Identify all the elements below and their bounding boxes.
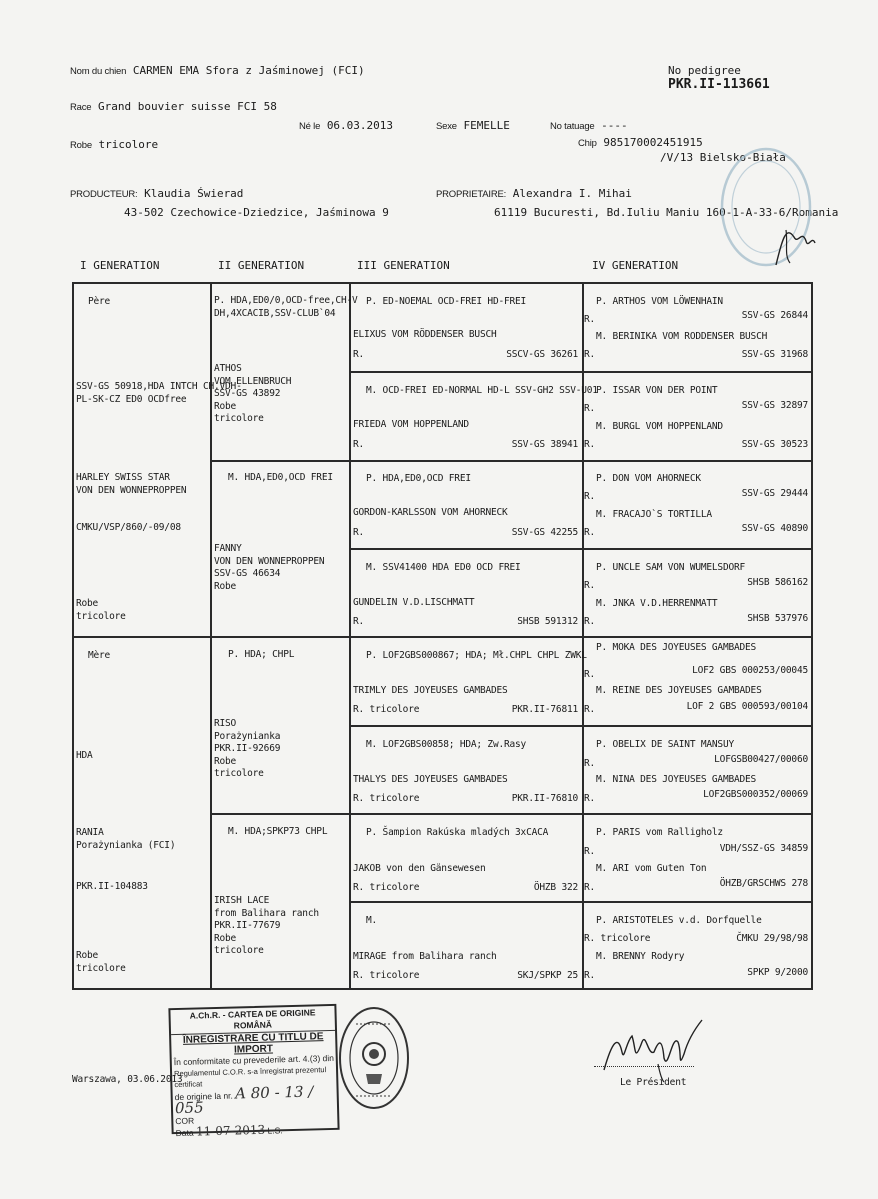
gen3-name: FRIEDA VOM HOPPENLAND bbox=[353, 419, 469, 430]
gen3-coat: R. tricolore bbox=[353, 970, 420, 981]
coat-field bbox=[70, 138, 158, 152]
gen3-registration: SSV-GS 38941 bbox=[511, 439, 578, 450]
dam-titles: HDA bbox=[76, 750, 93, 761]
gen3-registration: SKJ/SPKP 25 bbox=[517, 970, 578, 981]
gen4-dam-coat: R. bbox=[584, 970, 596, 981]
dam-label: Mère bbox=[88, 650, 111, 661]
gen4-sire-registration: SHSB 586162 bbox=[747, 577, 808, 588]
gen3-titles: M. bbox=[366, 915, 378, 926]
dog-name-label: Nom du chien bbox=[70, 66, 127, 77]
gen4-dam: M. NINA DES JOYEUSES GAMBADES bbox=[596, 774, 757, 785]
gen4-dam-coat: R. bbox=[584, 793, 596, 804]
chip-field bbox=[578, 136, 703, 150]
sire-registration: CMKU/VSP/860/-09/08 bbox=[76, 522, 181, 533]
gen3-coat: R. bbox=[353, 527, 365, 538]
sire-name: HARLEY SWISS STAR VON DEN WONNEPROPPEN bbox=[76, 472, 187, 496]
gen3-registration: SSCV-GS 36261 bbox=[506, 349, 578, 360]
gen3-titles: P. HDA,ED0,OCD FREI bbox=[366, 473, 471, 484]
gen4-dam-coat: R. bbox=[584, 349, 596, 360]
gen4-dam-coat: R. bbox=[584, 616, 596, 627]
gen2-dam1-titles: M. HDA,ED0,OCD FREI bbox=[228, 472, 333, 483]
gen4-dam: M. BERINIKA VOM RODDENSER BUSCH bbox=[596, 331, 768, 342]
gen4-sire-coat: R. bbox=[584, 758, 596, 769]
stamp-text: de origine la nr. bbox=[174, 1090, 233, 1103]
breed-label: Race bbox=[70, 102, 92, 113]
gen4-sire-registration: LOFGSB00427/00060 bbox=[714, 754, 808, 765]
gen4-sire-registration: ČMKU 29/98/98 bbox=[736, 933, 808, 944]
gen4-dam: M. FRACAJO`S TORTILLA bbox=[596, 509, 712, 520]
gen4-dam-registration: SSV-GS 30523 bbox=[741, 439, 808, 450]
coat-value: tricolore bbox=[98, 138, 159, 151]
gen2-dam2-titles: M. HDA;SPKP73 CHPL bbox=[228, 826, 328, 837]
gen4-dam-coat: R. bbox=[584, 882, 596, 893]
gen4-sire-coat: R. bbox=[584, 669, 596, 680]
stamp-date: 11-07-2013 bbox=[195, 1122, 266, 1139]
gen3-name: GUNDELIN V.D.LISCHMATT bbox=[353, 597, 475, 608]
gen4-dam-registration: SSV-GS 40890 bbox=[741, 523, 808, 534]
gen4-header: IV GENERATION bbox=[592, 259, 679, 272]
gen3-titles: P. Šampion Rakúska mladých 3xCACA bbox=[366, 827, 549, 838]
gen4-dam-coat: R. bbox=[584, 439, 596, 450]
gen2-header: II GENERATION bbox=[218, 259, 305, 272]
gen3-coat: R. tricolore bbox=[353, 882, 420, 893]
gen4-sire-coat: R. bbox=[584, 580, 596, 591]
owner-field bbox=[436, 187, 632, 201]
breed-value: Grand bouvier suisse FCI 58 bbox=[98, 100, 277, 113]
gen4-dam-coat: R. bbox=[584, 704, 596, 715]
gen2-dam1-details: FANNY VON DEN WONNEPROPPEN SSV-GS 46634 Robe bbox=[214, 543, 325, 592]
gen3-coat: R. tricolore bbox=[353, 793, 420, 804]
owner-label: PROPRIETAIRE: bbox=[436, 189, 507, 200]
gen4-sire: P. ARTHOS VOM LÖWENHAIN bbox=[596, 296, 723, 307]
breeder-field bbox=[70, 187, 243, 201]
sire-label: Père bbox=[88, 296, 111, 307]
place-date: Warszawa, 03.06.2013 bbox=[72, 1074, 183, 1085]
gen3-name: ELIXUS VOM RÖDDENSER BUSCH bbox=[353, 329, 497, 340]
gen4-dam: M. REINE DES JOYEUSES GAMBADES bbox=[596, 685, 762, 696]
gen4-dam: M. ARI vom Guten Ton bbox=[596, 863, 707, 874]
stamp-text: Regulamentul C.O.R. s-a înregistrat prezentul certificat bbox=[173, 1065, 327, 1090]
gen4-sire-registration: VDH/SSZ-GS 34859 bbox=[719, 843, 808, 854]
gen3-registration: PKR.II-76810 bbox=[511, 793, 578, 804]
breed-field bbox=[70, 100, 277, 114]
gen4-sire: P. PARIS vom Ralligholz bbox=[596, 827, 723, 838]
dog-name-field bbox=[70, 64, 365, 78]
gen3-coat: R. bbox=[353, 349, 365, 360]
gen3-titles: P. LOF2GBS000867; HDA; Mł.CHPL CHPL ZWKL bbox=[366, 650, 587, 661]
sex-label: Sexe bbox=[436, 121, 457, 132]
gen4-dam-registration: SHSB 537976 bbox=[747, 613, 808, 624]
gen3-titles: M. SSV41400 HDA ED0 OCD FREI bbox=[366, 562, 521, 573]
gen4-sire-coat: R. bbox=[584, 403, 596, 414]
gen4-sire-registration: SSV-GS 29444 bbox=[741, 488, 808, 499]
owner-name: Alexandra I. Mihai bbox=[512, 187, 632, 200]
pedigree-label: No pedigree bbox=[668, 64, 741, 77]
gen4-sire: P. UNCLE SAM VON WUMELSDORF bbox=[596, 562, 746, 573]
pedigree-number: PKR.II-113661 bbox=[668, 77, 770, 92]
gen4-sire-coat: R. bbox=[584, 491, 596, 502]
gen3-name: GORDON-KARLSSON VOM AHORNECK bbox=[353, 507, 508, 518]
gen3-titles: P. ED-NOEMAL OCD-FREI HD-FREI bbox=[366, 296, 527, 307]
birth-date-value: 06.03.2013 bbox=[326, 119, 394, 132]
sex-value: FEMELLE bbox=[463, 119, 510, 132]
gen4-sire-registration: SSV-GS 26844 bbox=[741, 310, 808, 321]
gen4-sire: P. DON VOM AHORNECK bbox=[596, 473, 701, 484]
gen4-dam-registration: LOF2GBS000352/00069 bbox=[703, 789, 808, 800]
gen4-sire: P. ARISTOTELES v.d. Dorfquelle bbox=[596, 915, 762, 926]
gen4-dam: M. BRENNY Rodyry bbox=[596, 951, 685, 962]
gen3-name: THALYS DES JOYEUSES GAMBADES bbox=[353, 774, 508, 785]
birth-date-label: Né le bbox=[299, 121, 321, 132]
president-label: Le Président bbox=[620, 1077, 687, 1088]
sex-field bbox=[436, 119, 510, 133]
gen3-coat: R. bbox=[353, 439, 365, 450]
gen4-sire: P. ISSAR VON DER POINT bbox=[596, 385, 718, 396]
gen4-sire: P. OBELIX DE SAINT MANSUY bbox=[596, 739, 734, 750]
gen2-sire-titles: P. HDA,ED0/0,OCD-free,CH-V DH,4XCACIB,SSV-CLUB`04 bbox=[214, 295, 358, 319]
gen3-header: III GENERATION bbox=[357, 259, 450, 272]
chip-label: Chip bbox=[578, 138, 597, 149]
tattoo-value: ---- bbox=[601, 119, 628, 132]
stamp-text: În conformitate cu prevederile art. 4.(3) din bbox=[173, 1052, 335, 1068]
stamp-date-label: Data bbox=[175, 1127, 194, 1139]
dam-coat: Robe tricolore bbox=[76, 950, 126, 974]
breeder-label: PRODUCTEUR: bbox=[70, 189, 138, 200]
coat-label: Robe bbox=[70, 140, 92, 151]
gen2-dam2-details: IRISH LACE from Balihara ranch PKR.II-77679 Robe tricolore bbox=[214, 895, 319, 956]
tattoo-label: No tatuage bbox=[550, 121, 595, 132]
gen3-coat: R. tricolore bbox=[353, 704, 420, 715]
gen4-dam: M. JNKA V.D.HERRENMATT bbox=[596, 598, 718, 609]
gen3-name: JAKOB von den Gänsewesen bbox=[353, 863, 486, 874]
gen4-sire-registration: LOF2 GBS 000253/00045 bbox=[692, 665, 808, 676]
gen4-dam-registration: ÖHZB/GRSCHWS 278 bbox=[719, 878, 808, 889]
import-registration-stamp bbox=[168, 1004, 339, 1139]
romanian-studbook-round-stamp bbox=[336, 1004, 412, 1112]
gen3-registration: ÖHZB 322 bbox=[533, 882, 578, 893]
gen3-registration: PKR.II-76811 bbox=[511, 704, 578, 715]
gen4-dam: M. BURGL VOM HOPPENLAND bbox=[596, 421, 723, 432]
breeder-name: Klaudia Świerad bbox=[144, 187, 244, 200]
gen4-sire-coat: R. bbox=[584, 314, 596, 325]
president-signature bbox=[598, 1012, 718, 1084]
sire-titles: SSV-GS 50918,HDA INTCH CH.VDH- PL-SK-CZ ED0 OCDfree bbox=[76, 381, 242, 405]
dam-name: RANIA Porażynianka (FCI) bbox=[76, 827, 176, 851]
breeder-address: 43-502 Czechowice-Dziedzice, Jaśminowa 9 bbox=[124, 206, 389, 219]
gen3-registration: SSV-GS 42255 bbox=[511, 527, 578, 538]
stamp-title: ÎNREGISTRARE CU TITLU DE IMPORT bbox=[182, 1031, 324, 1056]
dog-name-value: CARMEN EMA Sfora z Jaśminowej (FCI) bbox=[132, 64, 365, 77]
chip-value: 985170002451915 bbox=[603, 136, 703, 149]
birth-date-field bbox=[299, 119, 393, 133]
sire-coat: Robe tricolore bbox=[76, 598, 126, 622]
owner-address: 61119 Bucuresti, Bd.Iuliu Maniu 160-1-A-33-6/Romania bbox=[494, 206, 839, 219]
gen4-dam-registration: SSV-GS 31968 bbox=[741, 349, 808, 360]
registry-extra: /V/13 Bielsko-Biała bbox=[660, 151, 786, 164]
tattoo-field bbox=[550, 119, 628, 133]
stamp-heading: A.Ch.R. - CARTEA DE ORIGINE ROMÂNĂ bbox=[170, 1006, 335, 1035]
gen3-titles: M. OCD-FREI ED-NORMAL HD-L SSV-GH2 SSV-U01 bbox=[366, 385, 598, 396]
registry-seal-stamp bbox=[716, 145, 816, 275]
gen4-dam-coat: R. bbox=[584, 527, 596, 538]
gen2-sire2-titles: P. HDA; CHPL bbox=[228, 649, 295, 660]
gen2-sire-details: ATHOS VOM ELLENBRUCH SSV-GS 43892 Robe tricolore bbox=[214, 363, 292, 424]
gen4-sire: P. MOKA DES JOYEUSES GAMBADES bbox=[596, 642, 757, 653]
gen3-registration: SHSB 591312 bbox=[517, 616, 578, 627]
gen4-dam-registration: LOF 2 GBS 000593/00104 bbox=[686, 701, 808, 712]
gen2-sire2-details: RISO Porażynianka PKR.II-92669 Robe tricolore bbox=[214, 718, 281, 779]
gen4-sire-registration: SSV-GS 32897 bbox=[741, 400, 808, 411]
stamp-ls: L.S. bbox=[267, 1125, 283, 1136]
gen3-name: MIRAGE from Balihara ranch bbox=[353, 951, 497, 962]
gen3-titles: M. LOF2GBS00858; HDA; Zw.Rasy bbox=[366, 739, 527, 750]
gen4-sire-coat: R. bbox=[584, 846, 596, 857]
dam-registration: PKR.II-104883 bbox=[76, 881, 148, 892]
stamp-text: COR bbox=[175, 1115, 195, 1127]
gen4-sire-coat: R. tricolore bbox=[584, 933, 651, 944]
stamp-import-number: A 80 - 13 / 055 bbox=[174, 1082, 314, 1118]
gen4-dam-registration: SPKP 9/2000 bbox=[747, 967, 808, 978]
gen3-coat: R. bbox=[353, 616, 365, 627]
gen1-header: I GENERATION bbox=[80, 259, 160, 272]
gen3-name: TRIMLY DES JOYEUSES GAMBADES bbox=[353, 685, 508, 696]
signature-line bbox=[594, 1066, 694, 1067]
